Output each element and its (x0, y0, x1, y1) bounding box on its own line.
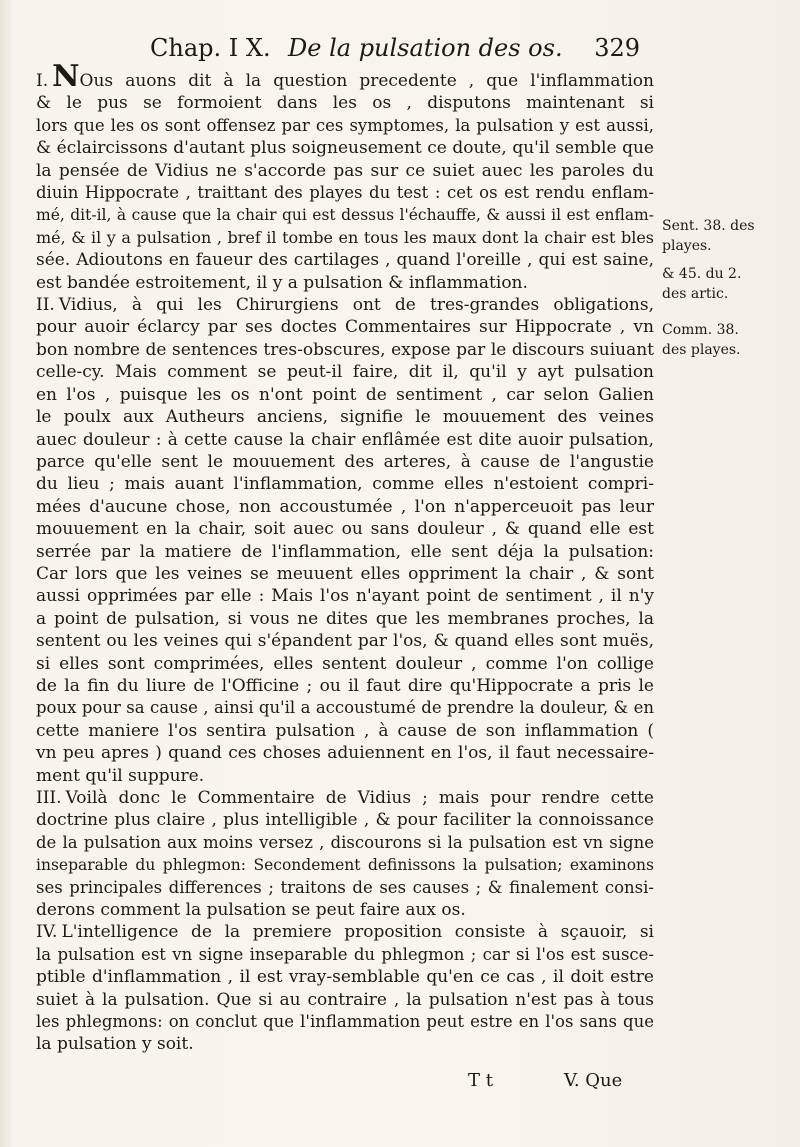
line-text: en l'os , puisque les os n'ont point de sentiment , car selon Galien (36, 384, 654, 405)
text-line (36, 473, 654, 495)
line-text: lors que les os sont offensez par ces symptomes, la pulsation y est aussi, (36, 115, 654, 135)
line-text: est bandée estroitement, il y a pulsation & inflammation. (36, 272, 528, 293)
text-line (36, 384, 654, 406)
text-line (36, 653, 654, 675)
line-text: ptible d'inflammation , il est vray-semblable qu'en ce cas , il doit estre (36, 967, 654, 988)
line-text: la pulsation est vn signe inseparable du phlegmon ; car si l'os est susce- (36, 944, 654, 964)
text-line (36, 496, 654, 518)
line-text: cette maniere l'os sentira pulsation , à cause de son inflammation ( (36, 720, 654, 741)
line-text: mouuement en la chair, soit auec ou sans douleur , & quand elle est (36, 519, 654, 540)
text-line (36, 765, 654, 787)
section-numeral: I. (36, 71, 49, 91)
text-line (36, 451, 654, 473)
text-line (36, 518, 654, 540)
line-text: du lieu ; mais auant l'inflammation, comme elles n'estoient compri- (36, 474, 654, 495)
line-text: ses principales differences ; traitons de ses causes ; & finalement consi- (36, 877, 654, 897)
line-text: la pensée de Vidius ne s'accorde pas sur ce suiet auec les paroles du (36, 160, 654, 181)
text-line (36, 877, 654, 899)
sidenote-3: Comm. 38. des playes. (662, 322, 741, 358)
line-text: sée. Adioutons en faueur des cartilages , quand l'oreille , qui est saine, (36, 250, 654, 271)
line-text: sentent ou les veines qui s'épandent par l'os, & quand elles sont muës, (36, 631, 654, 652)
signature-mark: T t (468, 1070, 493, 1091)
text-line (36, 227, 654, 249)
line-text: de la pulsation aux moins versez , discourons si la pulsation est vn signe (36, 832, 654, 852)
text-line (36, 59, 654, 94)
text-line (36, 608, 654, 630)
line-text: serrée par la matiere de l'inflammation, elle sent déja la pulsation: (36, 541, 654, 562)
line-text: derons comment la pulsation se peut faire aux os. (36, 900, 466, 921)
line-text: vn peu apres ) quand ces choses aduiennent en l'os, il faut necessaire- (36, 743, 654, 764)
text-line (36, 541, 654, 563)
chapter-label: Chap. I X. (150, 34, 271, 62)
text-line (36, 160, 654, 182)
line-text: doctrine plus claire , plus intelligible , & pour faciliter la connoissance (36, 810, 654, 831)
text-line (36, 294, 654, 316)
line-text: a point de pulsation, si vous ne dites que les membranes proches, la (36, 608, 654, 629)
text-line (36, 92, 654, 114)
line-text: Car lors que les veines se meuuent elles oppriment la chair , & sont (36, 563, 654, 584)
line-text: aussi opprimées par elle : Mais l'os n'ayant point de sentiment , il n'y (36, 586, 654, 607)
line-text: mées d'aucune chose, non accoustumée , l'on n'apperceuoit pas leur (36, 496, 654, 517)
line-text: mé, dit-il, à cause que la chair qui est dessus l'échauffe, & aussi il est enflam- (36, 206, 654, 225)
text-line (36, 720, 654, 742)
text-line (36, 137, 654, 159)
line-text: diuin Hippocrate , traittant des playes du test : cet os est rendu enflam- (36, 183, 654, 203)
text-line (36, 429, 654, 451)
running-header (150, 30, 640, 66)
text-line (36, 989, 654, 1011)
sidenote-1: Sent. 38. des playes. (662, 218, 755, 254)
chapter-title: De la pulsation des os. (288, 34, 563, 62)
text-line (36, 316, 654, 338)
text-line (36, 742, 654, 764)
line-text: ment qu'il suppure. (36, 765, 205, 786)
text-line (36, 921, 654, 943)
text-line (36, 832, 654, 854)
text-line (36, 339, 654, 361)
line-text: suiet à la pulsation. Que si au contraire , la pulsation n'est pas à tous (36, 989, 654, 1010)
line-text: mé, & il y a pulsation , bref il tombe en tous les maux dont la chair est bles (36, 227, 654, 247)
line-text: Ous auons dit à la question precedente , que l'inflammation (79, 71, 654, 91)
text-line (36, 249, 654, 271)
text-line (36, 854, 654, 876)
sidenote-2: & 45. du 2. des artic. (662, 266, 742, 302)
line-text: les phlegmons: on conclut que l'inflammation peut estre en l'os sans que (36, 1012, 654, 1032)
line-text: la pulsation y soit. (36, 1034, 194, 1055)
line-text: celle-cy. Mais comment se peut-il faire, dit il, qu'il y ayt pulsation (36, 362, 654, 383)
text-line (36, 406, 654, 428)
paragraph-1 (36, 59, 654, 294)
paragraph-3 (36, 787, 654, 921)
page-footer (440, 1070, 660, 1094)
line-text: & le pus se formoient dans les os , disputons maintenant si (36, 93, 654, 114)
catchword: V. Que (564, 1070, 623, 1091)
text-line (36, 697, 654, 719)
text-line (36, 899, 654, 921)
line-text: Voilà donc le Commentaire de Vidius ; mais pour rendre cette (65, 788, 654, 808)
line-text: pour auoir éclarcy par ses doctes Commentaires sur Hippocrate , vn (36, 317, 654, 338)
section-numeral: IV. (36, 922, 58, 943)
text-line (36, 115, 654, 137)
line-text: poux pour sa cause , ainsi qu'il a accoustumé de prendre la douleur, & en (36, 698, 654, 718)
line-text: le poulx aux Autheurs anciens, signifie le mouuement des veines (36, 407, 654, 428)
text-line (36, 1011, 654, 1033)
text-line (36, 182, 654, 204)
text-line (36, 1033, 654, 1055)
line-text: parce qu'elle sent le mouuement des arteres, à cause de l'angustie (36, 451, 654, 472)
text-line (36, 675, 654, 697)
line-text: L'intelligence de la premiere proposition consiste à sçauoir, si (61, 922, 654, 943)
line-text: bon nombre de sentences tres-obscures, expose par le discours suiuant (36, 339, 654, 360)
paragraph-4 (36, 921, 654, 1055)
paragraph-2 (36, 294, 654, 787)
text-line (36, 361, 654, 383)
text-line (36, 809, 654, 831)
text-line (36, 563, 654, 585)
text-line (36, 966, 654, 988)
page-number: 329 (594, 34, 640, 62)
line-text: Vidius, à qui les Chirurgiens ont de tres-grandes obligations, (58, 295, 654, 316)
section-numeral: III. (36, 788, 62, 808)
line-text: si elles sont comprimées, elles sentent douleur , comme l'on collige (36, 653, 654, 674)
text-line (36, 787, 654, 809)
text-line (36, 585, 654, 607)
line-text: inseparable du phlegmon: Secondement definissons la pulsation; examinons (36, 856, 654, 875)
drop-cap: N (52, 59, 80, 94)
section-numeral: II. (36, 295, 55, 316)
line-text: de la fin du liure de l'Officine ; ou il faut dire qu'Hippocrate a pris le (36, 675, 654, 696)
line-text: & éclaircissons d'autant plus soigneusement ce doute, qu'il semble que (36, 138, 654, 159)
text-line (36, 944, 654, 966)
text-line (36, 630, 654, 652)
main-text (36, 59, 654, 1056)
text-line (36, 272, 654, 294)
text-line (36, 204, 654, 226)
line-text: auec douleur : à cette cause la chair enflâmée est dite auoir pulsation, (36, 429, 654, 450)
